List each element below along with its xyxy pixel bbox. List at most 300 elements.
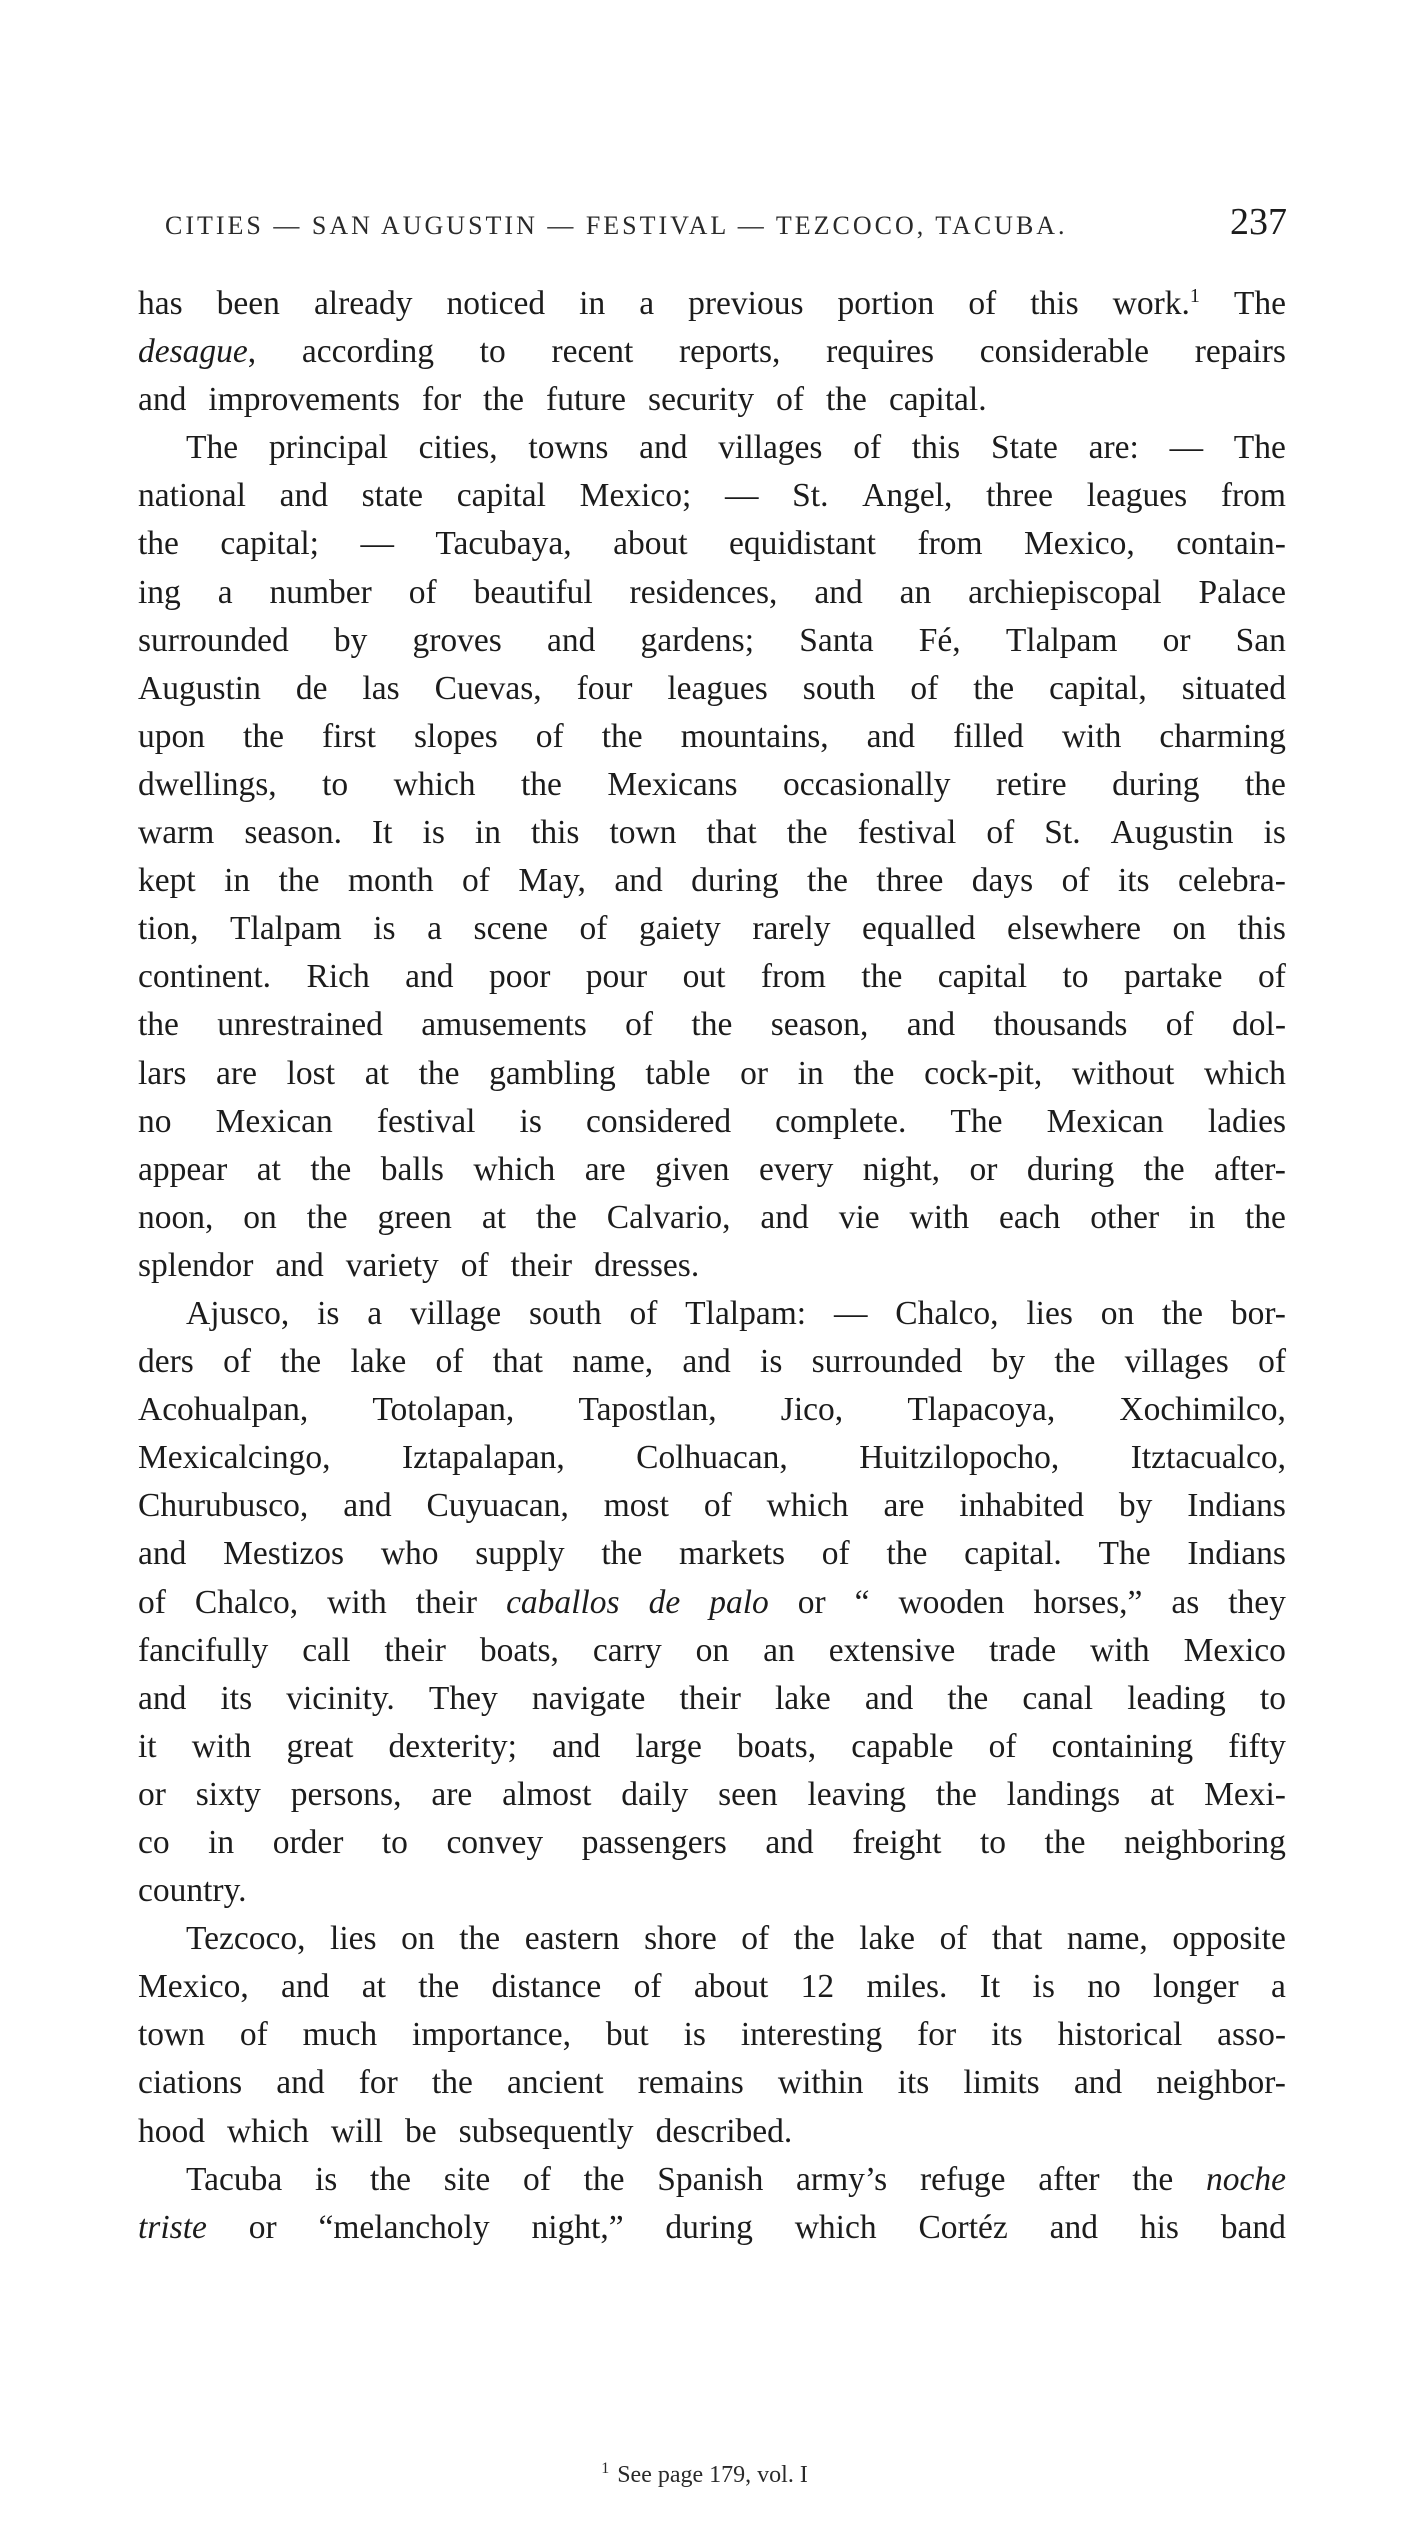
word: or <box>740 1054 769 1092</box>
word: no <box>1087 1968 1121 2006</box>
word: the <box>886 1535 928 1573</box>
word: to <box>381 1824 408 1861</box>
word: Augustin <box>1110 814 1234 852</box>
word: the <box>280 1343 322 1381</box>
word: Tlalpam <box>230 910 342 948</box>
word: co <box>138 1824 170 1861</box>
word: the <box>138 1006 179 1044</box>
word: dwellings, <box>138 765 277 803</box>
word: of <box>939 1920 968 1958</box>
word: of <box>968 285 997 322</box>
word: villages <box>718 429 823 467</box>
word: to <box>322 765 349 803</box>
word: archiepiscopal <box>968 573 1162 611</box>
word: of <box>535 717 564 755</box>
word: mountains, <box>680 717 829 755</box>
word: lars <box>138 1054 187 1092</box>
word: boats, <box>479 1631 559 1669</box>
word: hood <box>138 2112 205 2150</box>
word: neighboring <box>1123 1824 1286 1861</box>
text-line <box>138 1439 1286 1487</box>
word: recent <box>551 333 634 371</box>
word: by <box>333 621 368 659</box>
word: of <box>522 2160 551 2198</box>
word: freight <box>852 1824 942 1861</box>
word: longer <box>1153 1968 1239 2006</box>
word: this <box>531 814 580 852</box>
word: warm <box>138 814 215 852</box>
word: balls <box>380 1150 444 1188</box>
word: at <box>481 1198 507 1236</box>
word: Ajusco, <box>186 1294 290 1332</box>
word: palo <box>709 1583 769 1621</box>
word: this <box>1237 910 1286 948</box>
text-line <box>138 1776 1286 1824</box>
word: variety <box>345 1246 439 1284</box>
word: is <box>760 1343 783 1381</box>
word: lake <box>859 1920 916 1958</box>
word: with <box>1061 717 1122 755</box>
word: a <box>639 285 655 322</box>
word: supply <box>475 1535 565 1573</box>
text-line <box>138 1824 1286 1872</box>
word: other <box>1090 1198 1160 1236</box>
word: Tlalpam: <box>685 1294 807 1332</box>
word: Mexicans <box>607 765 738 803</box>
word: Tacubaya, <box>435 525 572 563</box>
word: and <box>906 1006 956 1044</box>
word: the <box>483 381 525 419</box>
word: Indians <box>1187 1487 1286 1525</box>
word: gardens; <box>640 621 755 659</box>
word: the <box>306 1198 348 1236</box>
word: town <box>138 2016 205 2054</box>
word: festival <box>376 1102 476 1140</box>
word: contain- <box>1176 525 1286 563</box>
word: reports, <box>679 333 781 371</box>
word: of <box>633 1968 662 2006</box>
text-line <box>138 574 1286 622</box>
word: already <box>313 285 413 322</box>
word: of <box>408 573 437 611</box>
text-line <box>138 814 1286 862</box>
word: previous <box>688 285 804 322</box>
text-line <box>138 766 1286 814</box>
word: shore <box>644 1920 717 1958</box>
word: interesting <box>740 2016 883 2054</box>
word: the <box>431 2064 473 2102</box>
word: capital, <box>1049 669 1147 707</box>
word: order <box>272 1824 344 1861</box>
text-line <box>138 333 1286 381</box>
word: a <box>1270 1968 1286 2006</box>
word: triste <box>138 2208 207 2246</box>
word: Santa <box>799 621 874 659</box>
word: are: <box>1088 429 1139 467</box>
word: and <box>682 1343 731 1381</box>
text-line <box>138 1295 1286 1343</box>
word: month <box>347 862 434 900</box>
word: of <box>853 429 882 467</box>
word: equidistant <box>728 525 876 563</box>
word: Calvario, <box>606 1198 731 1236</box>
word: most <box>603 1487 669 1525</box>
word: thousands <box>993 1006 1128 1044</box>
word: trade <box>989 1631 1057 1669</box>
footnote <box>0 2460 1409 2489</box>
word: improvements <box>208 381 401 419</box>
word: which <box>766 1487 849 1525</box>
word: after <box>1038 2160 1100 2198</box>
word: with <box>327 1583 387 1621</box>
word: tion, <box>138 910 199 948</box>
word: their <box>384 1631 446 1669</box>
word: — <box>360 525 394 563</box>
word: that <box>492 1343 543 1381</box>
word: for <box>358 2064 398 2102</box>
word: caballos <box>506 1583 620 1621</box>
word: Tapostlan, <box>578 1391 717 1429</box>
word: containing <box>1051 1727 1194 1765</box>
word: fifty <box>1228 1727 1286 1765</box>
text-line <box>138 910 1286 958</box>
word: out <box>682 958 726 996</box>
text-line <box>138 2064 1286 2112</box>
text-line <box>138 429 1286 477</box>
word: May, <box>518 862 586 900</box>
word: kept <box>138 862 196 900</box>
word: this <box>911 429 961 467</box>
word: situated <box>1181 669 1286 707</box>
word: in <box>474 814 501 852</box>
word: considered <box>585 1102 732 1140</box>
word: vie <box>838 1198 880 1236</box>
text-line <box>138 1680 1286 1728</box>
word: the <box>278 862 320 900</box>
word: by <box>991 1343 1026 1381</box>
word: be <box>405 2112 437 2150</box>
word: of <box>741 1920 770 1958</box>
word: of <box>1061 862 1090 900</box>
word: extensive <box>828 1631 956 1669</box>
word: the <box>520 765 562 803</box>
word: filled <box>953 717 1024 755</box>
word: as <box>1171 1583 1200 1621</box>
word: night, <box>862 1150 941 1188</box>
word: gaiety <box>638 910 721 948</box>
word: to <box>1062 958 1089 996</box>
word: lies <box>330 1920 377 1958</box>
word: the <box>853 1054 895 1092</box>
word: Xochimilco, <box>1119 1391 1286 1429</box>
word: to <box>479 333 506 371</box>
word: noon, <box>138 1198 214 1236</box>
word: on <box>1172 910 1207 948</box>
word: and <box>405 958 454 996</box>
word: the <box>601 1535 643 1573</box>
text-line <box>138 1103 1286 1151</box>
text-line <box>138 1247 1286 1295</box>
word: its <box>897 2064 930 2102</box>
word: the <box>786 814 828 852</box>
word: principal <box>268 429 388 467</box>
word: three <box>876 862 944 900</box>
word: at <box>361 1968 386 2006</box>
word: dol- <box>1232 1006 1286 1044</box>
word: of <box>703 1487 732 1525</box>
word: Churubusco, <box>138 1487 309 1525</box>
word: Spanish <box>657 2160 764 2198</box>
word: of <box>223 1343 251 1381</box>
word: of <box>1165 1006 1194 1044</box>
word: Cortéz <box>918 2208 1008 2246</box>
word: during <box>691 862 779 900</box>
text-line <box>138 1199 1286 1247</box>
word: his <box>1139 2208 1179 2246</box>
word: residences, <box>629 573 778 611</box>
word: the <box>535 1198 577 1236</box>
word: and <box>866 717 916 755</box>
word: name, <box>1066 1920 1148 1958</box>
word: almost <box>502 1775 592 1813</box>
text-line <box>138 285 1286 333</box>
word: of <box>988 1727 1017 1765</box>
word: cities, <box>418 429 498 467</box>
word: fancifully <box>138 1631 269 1669</box>
body-text <box>138 285 1286 2257</box>
word: who <box>380 1535 439 1573</box>
word: from <box>760 958 826 996</box>
word: vicinity. <box>286 1679 395 1717</box>
word: country. <box>138 1872 247 1910</box>
text-line <box>138 1535 1286 1583</box>
word: first <box>322 717 376 755</box>
word: is <box>373 910 396 948</box>
word: large <box>635 1727 702 1765</box>
word: at <box>364 1054 389 1092</box>
word: of <box>435 1343 464 1381</box>
running-head <box>165 200 1287 260</box>
word: de <box>648 1583 681 1621</box>
word: at <box>1150 1775 1175 1813</box>
word: Palace <box>1198 573 1286 611</box>
word: ing <box>138 573 181 611</box>
word: with <box>191 1727 252 1765</box>
word: splendor <box>138 1246 254 1284</box>
word: of <box>1257 958 1286 996</box>
word: the <box>807 862 848 900</box>
word: Mexi- <box>1204 1775 1286 1813</box>
word: Jico, <box>780 1391 844 1429</box>
word: every <box>758 1150 834 1188</box>
word: with <box>909 1198 970 1236</box>
word: and <box>614 862 663 900</box>
word: Tacuba <box>186 2160 283 2198</box>
word: State <box>990 429 1058 467</box>
word: Mexican <box>215 1102 333 1140</box>
word: about <box>613 525 688 563</box>
word: complete. <box>775 1102 907 1140</box>
word: the <box>1054 1343 1096 1381</box>
word: Iztapalapan, <box>401 1439 565 1477</box>
text-line <box>138 1487 1286 1535</box>
word: Mexico; <box>579 477 692 515</box>
word: capital; <box>220 525 319 563</box>
word: its <box>220 1679 253 1717</box>
word: its <box>991 2016 1023 2054</box>
word: been <box>216 285 280 322</box>
word: is <box>683 2016 706 2054</box>
text-line <box>138 1584 1286 1632</box>
word: lost <box>286 1054 336 1092</box>
word: is <box>317 1294 340 1332</box>
word: and <box>1073 2064 1123 2102</box>
text-line <box>138 2016 1286 2064</box>
word: unrestrained <box>217 1006 383 1044</box>
word: San <box>1235 621 1286 659</box>
word: south <box>802 669 876 707</box>
word: Colhuacan, <box>636 1439 788 1477</box>
word: Acohualpan, <box>138 1391 309 1429</box>
word: the <box>1244 765 1286 803</box>
word: name, <box>572 1343 654 1381</box>
word: It <box>979 1968 1001 2006</box>
word: after- <box>1214 1150 1286 1188</box>
word: subsequently <box>458 2112 634 2150</box>
word: the <box>973 669 1015 707</box>
word: is <box>1032 1968 1055 2006</box>
word: that <box>992 1920 1043 1958</box>
word: historical <box>1057 2016 1183 2054</box>
word: Chalco, <box>194 1583 299 1621</box>
word: of <box>462 862 490 900</box>
word: upon <box>138 717 205 755</box>
text-line <box>138 1391 1286 1439</box>
word: are <box>584 1150 626 1188</box>
word: ancient <box>506 2064 604 2102</box>
word: sixty <box>195 1775 261 1813</box>
word: and <box>343 1487 392 1525</box>
word: Fé, <box>918 621 961 659</box>
word: and <box>276 2064 325 2102</box>
word: markets <box>679 1535 786 1573</box>
text-line <box>138 958 1286 1006</box>
word: Chalco, <box>895 1294 999 1332</box>
text-line <box>138 1151 1286 1199</box>
word: dresses. <box>594 1246 700 1284</box>
word: eastern <box>524 1920 620 1958</box>
word: desague, <box>138 333 257 371</box>
word: four <box>576 669 633 707</box>
word: but <box>605 2016 649 2054</box>
text-line <box>138 381 1286 429</box>
word: and <box>552 1727 601 1765</box>
page-number: 237 <box>1230 201 1287 243</box>
word: The <box>1233 429 1286 467</box>
word: on <box>695 1631 730 1669</box>
word: and <box>864 1679 914 1717</box>
word: limits <box>963 2064 1040 2102</box>
word: miles. <box>866 1968 948 2006</box>
text-line <box>138 862 1286 910</box>
word: given <box>655 1150 730 1188</box>
word: — <box>724 477 759 515</box>
word: and <box>1049 2208 1098 2246</box>
word: night,” <box>531 2208 624 2246</box>
word: — <box>1169 429 1204 467</box>
word: a <box>367 1294 383 1332</box>
word: The <box>1233 285 1286 322</box>
word: celebra- <box>1178 862 1286 900</box>
word: “melancholy <box>318 2208 490 2246</box>
word: leaving <box>807 1775 907 1813</box>
word: and <box>138 1535 187 1573</box>
word: or <box>1162 621 1191 659</box>
running-title: CITIES — SAN AUGUSTIN — FESTIVAL — TEZCOCO, TACUBA. <box>165 211 1068 240</box>
word: south <box>529 1294 602 1332</box>
text-line <box>138 1055 1286 1103</box>
text-line <box>138 1920 1286 1968</box>
word: the <box>310 1150 352 1188</box>
word: in <box>797 1054 824 1092</box>
word: The <box>186 429 239 467</box>
word: national <box>138 477 246 515</box>
word: importance, <box>411 2016 572 2054</box>
word: noche <box>1205 2160 1286 2198</box>
word: slopes <box>414 717 498 755</box>
word: Rich <box>306 958 370 996</box>
word: neighbor- <box>1156 2064 1286 2102</box>
word: and <box>760 1198 809 1236</box>
word: during <box>1026 1150 1115 1188</box>
word: St. <box>792 477 829 515</box>
word: with <box>1090 1631 1150 1669</box>
word: the <box>418 1054 460 1092</box>
word: St. <box>1044 814 1081 852</box>
text-line <box>138 2209 1286 2257</box>
word: will <box>330 2112 383 2150</box>
word: Augustin <box>138 669 261 707</box>
word: green <box>377 1198 452 1236</box>
word: a <box>427 910 442 948</box>
word: the <box>1143 1150 1185 1188</box>
word: inhabited <box>959 1487 1084 1525</box>
word: they <box>1228 1583 1286 1621</box>
word: capital <box>937 958 1028 996</box>
word: Tlalpam <box>1005 621 1118 659</box>
word: leagues <box>1086 477 1188 515</box>
word: lake <box>774 1679 831 1717</box>
word: are <box>216 1054 257 1092</box>
word: and <box>547 621 596 659</box>
word: of <box>629 1294 658 1332</box>
word: gambling <box>489 1054 616 1092</box>
text-line <box>138 718 1286 766</box>
word: the <box>601 717 643 755</box>
word: in <box>224 862 251 900</box>
word: Indians <box>1187 1535 1286 1573</box>
footnote-mark: 1 <box>601 2460 610 2477</box>
word: the <box>691 1006 733 1044</box>
text-line <box>138 622 1286 670</box>
word: Angel, <box>862 477 953 515</box>
word: in <box>208 1824 235 1861</box>
word: Mexico, <box>1024 525 1135 563</box>
word: and <box>281 1968 330 2006</box>
word: ders <box>138 1343 194 1381</box>
word: festival <box>857 814 957 852</box>
word: village <box>410 1294 502 1332</box>
